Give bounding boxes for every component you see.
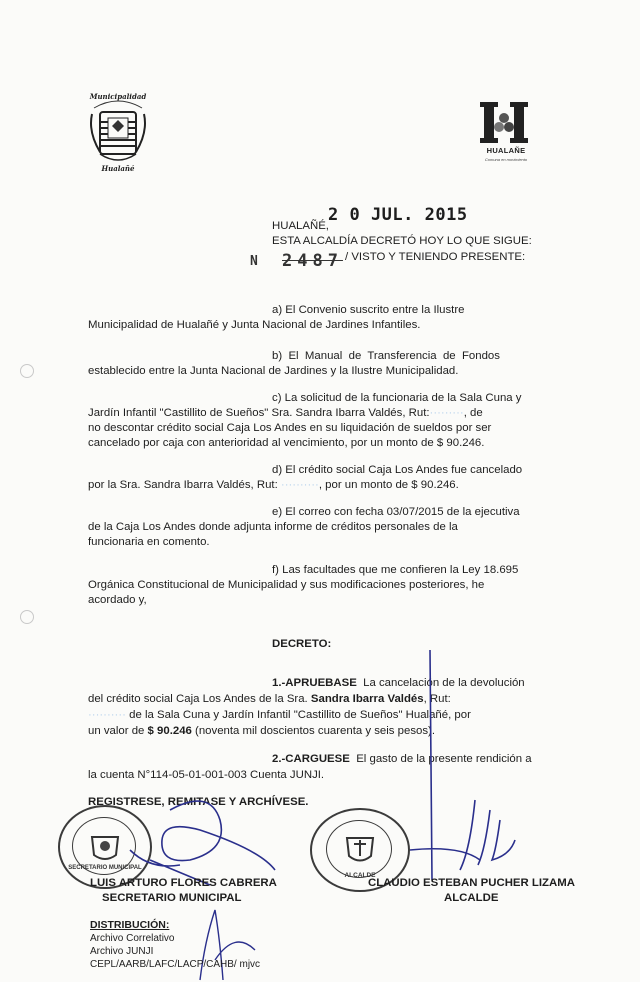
stamp-text: SECRETARIO MUNICIPAL bbox=[68, 865, 142, 871]
place-label: HUALAÑÉ, bbox=[272, 220, 329, 232]
redacted-rut: ·········· bbox=[280, 479, 319, 491]
d-line2-text: por la Sra. Sandra Ibarra Valdés, Rut: bbox=[88, 479, 278, 491]
redacted-rut: ········· bbox=[429, 407, 464, 419]
distribucion-item: Archivo Correlativo bbox=[90, 933, 175, 944]
secretary-name: LUIS ARTURO FLORES CABRERA bbox=[90, 877, 277, 889]
logo-tagline: Comuna en movimiento bbox=[484, 157, 528, 162]
p1-line2-end: , Rut: bbox=[423, 693, 451, 705]
distribucion-item: CEPL/AARB/LAFC/LACP/CAHB/ mjvc bbox=[90, 959, 261, 970]
secretary-signature bbox=[90, 790, 290, 890]
registrese-line: REGISTRESE, REMITASE Y ARCHÍVESE. bbox=[88, 796, 309, 808]
d-line2-end: , por un monto de $ 90.246. bbox=[318, 479, 459, 491]
punch-hole bbox=[20, 610, 34, 624]
p1-line3-text: de la Sala Cuna y Jardín Infantil "Castillito de Sueños" Hualañé, por bbox=[129, 709, 471, 721]
logo-name: HUALAÑE bbox=[486, 146, 526, 155]
c-line2-end: , de bbox=[463, 407, 483, 419]
beneficiary-name: Sandra Ibarra Valdés bbox=[310, 693, 424, 705]
considerando-a-rest: Municipalidad de Hualañé y Junta Nacional de Jardines Infantiles. bbox=[88, 319, 421, 331]
p1-line2-text: del crédito social Caja Los Andes de la Sra. bbox=[88, 693, 308, 705]
considerando-a-first: a) El Convenio suscrito entre la Ilustre bbox=[272, 304, 465, 316]
distribucion-heading: DISTRIBUCIÓN: bbox=[90, 919, 170, 931]
number-prefix: N bbox=[250, 254, 258, 269]
mayor-name: CLAUDIO ESTEBAN PUCHER LIZAMA bbox=[368, 877, 575, 889]
considerando-f-first: f) Las facultades que me confieren la Ley 18.695 bbox=[272, 564, 519, 576]
p2-label: 2.-CARGUESE bbox=[272, 753, 350, 765]
distribucion-list bbox=[90, 932, 260, 971]
decree-number: 2487 bbox=[282, 251, 343, 271]
decreto-heading: DECRETO: bbox=[272, 638, 332, 650]
secretary-title: SECRETARIO MUNICIPAL bbox=[102, 892, 242, 904]
decreto-p2-line2: la cuenta N°114-05-01-001-003 Cuenta JUNJI. bbox=[88, 769, 325, 781]
mayor-title: ALCALDE bbox=[444, 892, 499, 904]
mayor-signature bbox=[400, 650, 520, 910]
considerando-b-first: b) El Manual de Transferencia de Fondos bbox=[272, 350, 500, 362]
p2-first-text: El gasto de la presente rendición a bbox=[356, 753, 532, 765]
redacted-rut: ·········· bbox=[88, 709, 126, 721]
considerando-c-line3: no descontar crédito social Caja Los Andes en su liquidación de sueldos por ser bbox=[88, 422, 492, 434]
municipal-seal-logo bbox=[86, 92, 150, 174]
considerando-f-line3: acordado y, bbox=[88, 594, 147, 606]
amount-value: $ 90.246 bbox=[147, 725, 192, 737]
considerando-f-line2: Orgánica Constitucional de Municipalidad y sus modificaciones posteriores, he bbox=[88, 579, 485, 591]
considerando-d-line2 bbox=[88, 478, 562, 493]
distribucion-item: Archivo JUNJI bbox=[90, 946, 154, 957]
seal-bottom-text: Hualañé bbox=[101, 164, 135, 173]
p1-line4-end: (noventa mil doscientos cuarenta y seis pesos). bbox=[195, 725, 436, 737]
p1-label: 1.-APRUEBASE bbox=[272, 677, 357, 689]
considerando-e-line3: funcionaria en comento. bbox=[88, 536, 210, 548]
seal-top-text: Municipalidad bbox=[89, 92, 147, 101]
p1-line4-text: un valor de bbox=[88, 725, 145, 737]
p1-first-text: La cancelación de la devolución bbox=[363, 677, 525, 689]
hualane-logo bbox=[478, 100, 534, 170]
c-line2-text: Jardín Infantil "Castillito de Sueños" Sra. Sandra Ibarra Valdés, Rut: bbox=[88, 407, 430, 419]
considerando-e-first: e) El correo con fecha 03/07/2015 de la ejecutiva bbox=[272, 506, 520, 518]
decree-announcement: ESTA ALCALDÍA DECRETÓ HOY LO QUE SIGUE: bbox=[272, 235, 532, 247]
considerando-b-rest: establecido entre la Junta Nacional de Jardines y la Ilustre Municipalidad. bbox=[88, 365, 459, 377]
punch-hole bbox=[20, 364, 34, 378]
considerando-c-first: c) La solicitud de la funcionaria de la Sala Cuna y bbox=[272, 392, 522, 404]
stamp-text: ALCALDE bbox=[344, 872, 376, 879]
date-stamp: 2 0 JUL. 2015 bbox=[328, 205, 468, 225]
considerando-c-line2 bbox=[88, 406, 562, 421]
considerando-e-line2: de la Caja Los Andes donde adjunta informe de créditos personales de la bbox=[88, 521, 458, 533]
considerando-c-line4: cancelado por caja con anterioridad al vencimiento, por un monto de $ 90.246. bbox=[88, 437, 485, 449]
visto-label: / VISTO Y TENIENDO PRESENTE: bbox=[345, 251, 526, 263]
considerando-d-first: d) El crédito social Caja Los Andes fue cancelado bbox=[272, 464, 523, 476]
